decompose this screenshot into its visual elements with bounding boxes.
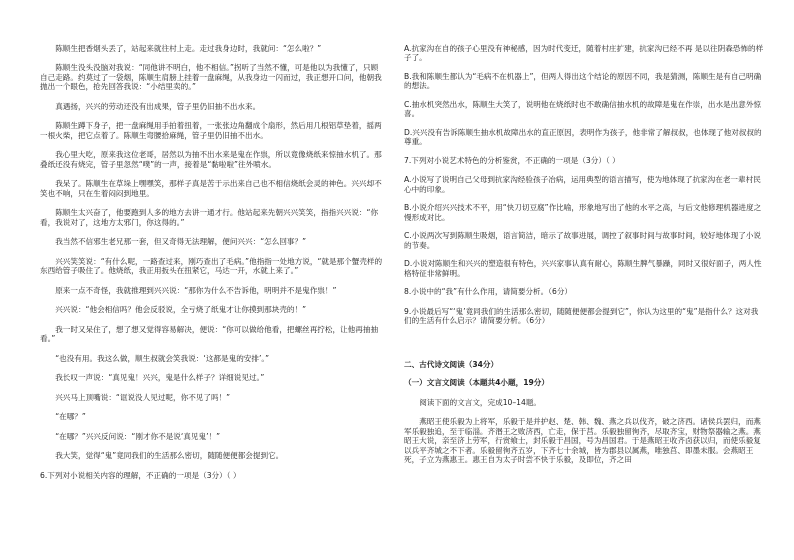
right-column: [404, 44, 764, 475]
story-paragraph: “在哪？”兴兴反问说：“刚才你不是说‘真见鬼’！”: [55, 431, 221, 441]
story-paragraph: 兴兴说：“他会相信吗？他会反驳说，全亏烧了纸鬼才让你摸到那块壳的！”: [55, 305, 307, 315]
story-paragraph: “在哪？”: [55, 412, 86, 422]
question-7-option-b: B.小说介绍兴兴技术不平，用“快刀切豆腐”作比喻，形象地写出了他的水平之高，与后文他修理机器进度之慢形成对比。: [404, 203, 762, 222]
question-6-option-b: B.我和陈顺生都认为“毛病不在机器上”，但两人得出这个结论的原因不同，我是猜测，陈顺生是有自己明确的想法。: [404, 71, 762, 91]
question-6-option-a: A.抗家沟在自的孩子心里没有神秘感，因为时代变迁，随着村庄扩建，抗家沟已经不再 是以往阴森恐怖的样子了。: [404, 44, 764, 63]
story-paragraph: 我长叹一声说：“真见鬼！兴兴，鬼是什么样子？详细说见过。”: [55, 373, 265, 383]
question-6: 6.下列对小说相关内容的理解，不正确的一项是（3分）（ ）: [40, 470, 241, 480]
story-paragraph: “也没有用。我这么做，顺生叔就会笑我说：‘这都是鬼的安排’。”: [55, 353, 270, 363]
question-8: 8.小说中的“我”有什么作用，请简要分析。（6分）: [404, 287, 573, 297]
question-6-option-d: D.兴兴没有告诉陈顺生抽水机故障出水的直正原因，表明作为孩子，他非常了解叔叔，也体现了他对叔叔的尊重。: [404, 127, 762, 147]
question-6-option-c: C.抽水机突然出水，陈顺生大笑了，说明他在烧纸时也不敢确信抽水机的故障是鬼在作崇，出水是出意外惊喜。: [404, 99, 762, 119]
question-7-option-d: D.小说对陈顺生和兴兴的塑造很有特色，兴兴家事认真有耐心，陈顺生脾气暴躁，同时又很好面子，两人性格特征非常鲜明。: [404, 259, 762, 278]
story-paragraph: 陈顺生把香烟头丢了，站起来就往村上走。走过我身边时，我就问：“怎么啦？”: [55, 44, 322, 53]
story-paragraph: 我当然不信邪生老兄那一套，但又奇得无法理解，便问兴兴：“怎么回事？”: [55, 237, 307, 247]
story-paragraph: 原来一点不奇怪，我就推理到兴兴说：“那你为什么不告诉他，明明并不是鬼作祟！”: [55, 285, 337, 295]
reading-instruction: 阅读下面的文言文，完成10–14题。: [419, 397, 542, 407]
spacer: [404, 336, 764, 348]
question-7-option-c: C.小说两次写到陈顺生吸烟，语言简洁，暗示了故事进展，调控了叙事时间与故事时间，较好地体现了小说的节奏。: [404, 231, 762, 250]
left-column: [40, 44, 385, 490]
story-paragraph: 兴兴马上顶嘴说：“诓说没人见过呢，你不见了吗！”: [55, 392, 231, 402]
story-paragraph: 我呆了。陈顺生在草垛上嘿嘿笑，那样子真是苦于示出来自己也不相信烧纸会灵的神色。兴兴却不笑也不响，只在生着闷闷到地里。: [40, 179, 382, 198]
question-7-option-a: A.小说写了说明自己父母到抗家沟经验孩子冶病，运用典型的语言描写，使为地体现了抗家沟在老一辈村民心中的印象。: [404, 175, 761, 194]
question-7: 7.下列对小说艺术特色的分析鉴赏，不正确的一项是（3分）（ ）: [404, 155, 620, 165]
story-paragraph: 兴兴笑笑说：“有什么呢，一路查过来，刚巧查出了毛病。”他指指一处地方说，“就是那个蟹壳样的东西给管子吸住了。他烧纸，我正用扳头在扭紧它，马达一开，水就上来了。”: [40, 256, 383, 276]
story-paragraph: 我一时又呆住了，想了想又觉得容易解决，便说：“你可以做给他看，把螺丝再拧松，让他再抽抽看。”: [40, 324, 379, 344]
subsection-heading: （一）文言文阅读（本题共4小题，19分）: [404, 378, 549, 388]
story-paragraph: 陈顺生太兴奋了，他要跑到人多的地方去讲一通才行。他站起来先朝兴兴笑笑，指指兴兴说：“你看，我说对了，这地方太邪门，你这得的。”: [40, 208, 379, 227]
story-paragraph: 我大笑，觉得“鬼”竟同我们的生活那么密切，随随便便都会提到它。: [55, 451, 284, 461]
story-paragraph: 陈顺生蹲下身子，把一盘麻绳用手拍着扭着，一张张边角翻成个扇形，然后用几根铝草垫着，摇两一根火柴，把它点着了。陈顺生弯腰拾麻绳，管子里仍旧抽不出水。: [40, 121, 382, 140]
story-paragraph: 我心里大吃，原来我这位老哥，居然以为抽不出水来是鬼在作祟，所以竟像烧纸来惊抽水机了。那叠纸还没有烧完，管子里忽然“噗”的一声，接着是“黏啦啦”往外喷水。: [40, 150, 382, 169]
question-9: 9.小说最后写“‘鬼’竟同我们的生活那么密切，随随便便都会提到它”，你认为这里的“鬼”是指什么？这对我们的生活有什么启示？请简要分析。（6分）: [404, 306, 759, 326]
story-paragraph: 真遇扬，兴兴的劳动还没有出成果，管子里仍旧抽不出水来。: [55, 101, 261, 111]
section-heading: 二、古代诗文阅读（34分）: [404, 359, 499, 369]
story-paragraph: 陈顺生没头没脑对我说：“同他讲不明白，他不相信。”拐听了当然不懂，可是他以为我懂了，只顾自己走路。约莫过了一袋烟，陈顺生肩膀上挂着一盘麻绳，从我身边一闪而过，我正想开口问，他朝我抛出一个眼色，抢先回答我说：“小结里卖的。”: [40, 63, 382, 92]
classical-chinese-passage: 燕昭王使乐毅为上将军，乐毅于是并护赵、楚、韩、魏、燕之兵以伐齐，破之济西。诸侯兵罢归，而燕军乐毅独追，至于临淄。齐湣王之败济西，亡走，保于莒。乐毅独留徇齐，尽取齐宝，财物祭器输之燕。燕昭王大说，亲至济上劳军，行赏飨士，封乐毅于昌国，号为昌国君。于是燕昭王收齐卤获以归，而使乐毅复以兵平齐城之不下者。乐毅留徇齐五岁，下齐七十余城，皆为郡县以属燕，唯独莒、即墨未服。会燕昭王死，子立为燕惠王。惠王自为太子时尝不快于乐毅，及即位，齐之田: [404, 417, 761, 465]
